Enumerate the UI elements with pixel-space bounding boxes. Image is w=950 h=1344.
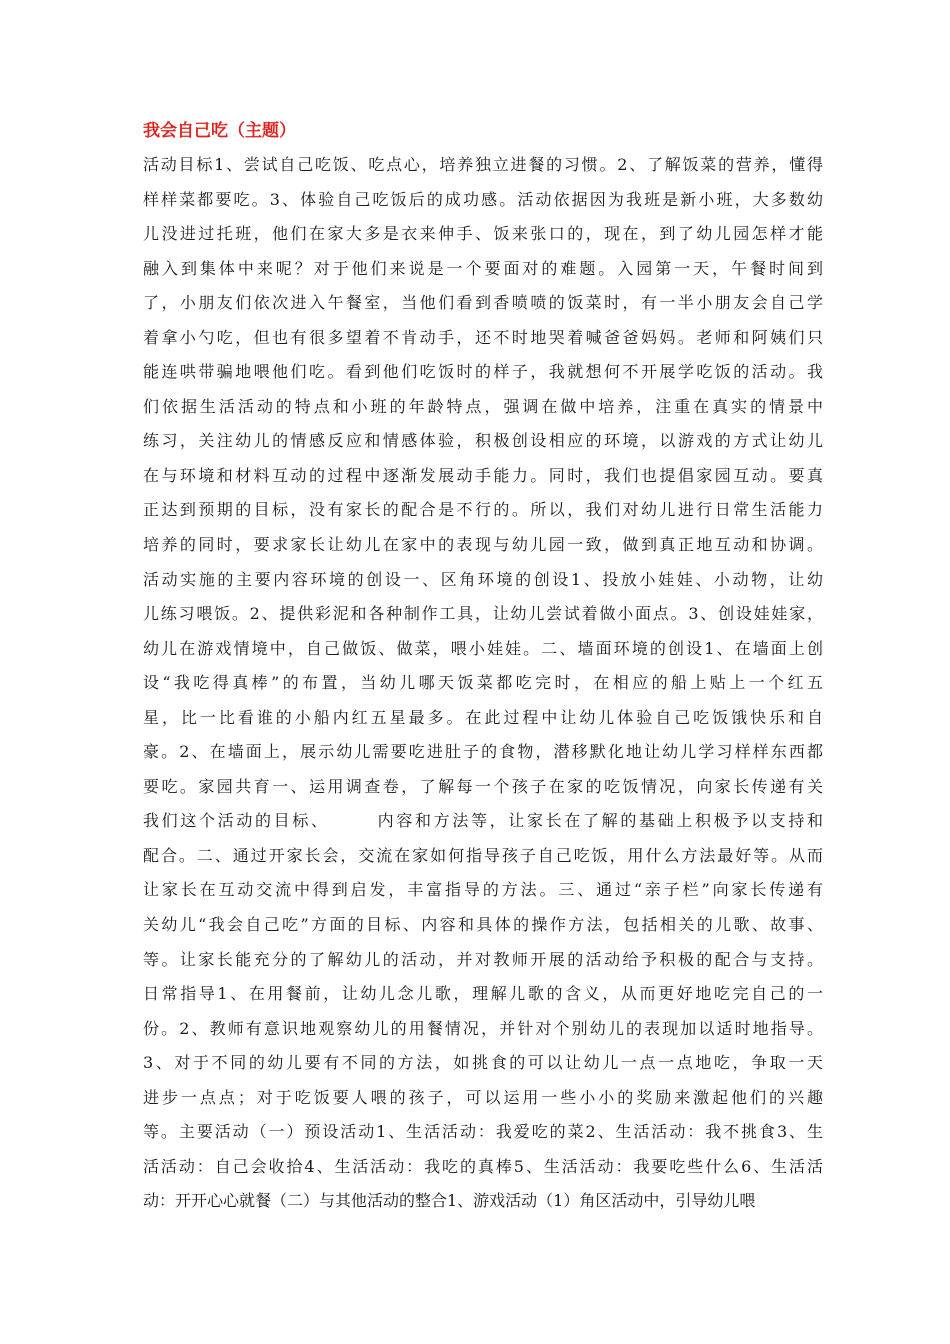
paragraph-line: 3、对于不同的幼儿要有不同的方法，如挑食的可以让幼儿一点一点地吃，争取一天 [143, 1053, 823, 1073]
paragraph-line: 让家长在互动交流中得到启发，丰富指导的方法。三、通过“亲子栏”向家长传递有 [143, 880, 823, 900]
paragraph-line: 在与环境和材料互动的过程中逐渐发展动手能力。同时，我们也提倡家园互动。要真 [143, 465, 823, 485]
paragraph-line: 融入到集体中来呢？对于他们来说是一个要面对的难题。入园第一天，午餐时间到 [143, 258, 823, 278]
paragraph-line: 培养的同时，要求家长让幼儿在家中的表现与幼儿园一致，做到真正地互动和协调。 [143, 535, 823, 555]
paragraph-line: 练习，关注幼儿的情感反应和情感体验，积极创设相应的环境，以游戏的方式让幼儿 [143, 431, 823, 451]
paragraph-line: 我们这个活动的目标、 内容和方法等，让家长在了解的基础上积极予以支持和 [143, 811, 823, 831]
paragraph-line: 活活动：自己会收拾4、生活活动：我吃的真棒5、生活活动：我要吃些什么6、生活活 [143, 1156, 823, 1176]
document-body [143, 148, 823, 1219]
paragraph-line: 活动实施的主要内容环境的创设一、区角环境的创设1、投放小娃娃、小动物，让幼 [143, 569, 823, 589]
document-title: 我会自己吃（主题） [143, 121, 296, 141]
paragraph-line: 要吃。家园共育一、运用调查卷，了解每一个孩子在家的吃饭情况，向家长传递有关 [143, 776, 823, 796]
paragraph-line: 儿练习喂饭。2、提供彩泥和各种制作工具，让幼儿尝试着做小面点。3、创设娃娃家， [143, 604, 823, 624]
paragraph-line: 正达到预期的目标，没有家长的配合是不行的。所以，我们对幼儿进行日常生活能力 [143, 500, 823, 520]
paragraph-line: 动：开开心心就餐（二）与其他活动的整合1、游戏活动（1）角区活动中，引导幼儿喂 [143, 1191, 756, 1211]
paragraph-line: 豪。2、在墙面上，展示幼儿需要吃进肚子的食物，潜移默化地让幼儿学习样样东西都 [143, 742, 823, 762]
paragraph-line: 活动目标1、尝试自己吃饭、吃点心，培养独立进餐的习惯。2、了解饭菜的营养，懂得 [143, 155, 823, 174]
paragraph-line: 等。主要活动（一）预设活动1、生活活动：我爱吃的菜2、生活活动：我不挑食3、生 [143, 1122, 823, 1142]
paragraph-line: 幼儿在游戏情境中，自己做饭、做菜，喂小娃娃。二、墙面环境的创设1、在墙面上创 [143, 638, 823, 658]
paragraph-line: 日常指导1、在用餐前，让幼儿念儿歌，理解儿歌的含义，从而更好地吃完自己的一 [143, 984, 823, 1004]
paragraph-line: 配合。二、通过开家长会，交流在家如何指导孩子自己吃饭，用什么方法最好等。从而 [143, 845, 823, 865]
paragraph-line: 着拿小勺吃，但也有很多望着不肯动手，还不时地哭着喊爸爸妈妈。老师和阿姨们只 [143, 327, 823, 347]
paragraph-line: 设“我吃得真棒”的布置，当幼儿哪天饭菜都吃完时，在相应的船上贴上一个红五 [143, 673, 823, 693]
paragraph-line: 样样菜都要吃。3、体验自己吃饭后的成功感。活动依据因为我班是新小班，大多数幼 [143, 189, 823, 209]
paragraph-line: 等。让家长能充分的了解幼儿的活动，并对教师开展的活动给予积极的配合与支持。 [143, 949, 823, 969]
paragraph-line: 们依据生活活动的特点和小班的年龄特点，强调在做中培养，注重在真实的情景中 [143, 396, 823, 416]
paragraph-line: 了，小朋友们依次进入午餐室，当他们看到香喷喷的饭菜时，有一半小朋友会自己学 [143, 293, 823, 313]
document-page [143, 118, 823, 1219]
paragraph-line: 关幼儿“我会自己吃”方面的目标、内容和具体的操作方法，包括相关的儿歌、故事、 [143, 915, 823, 935]
paragraph-line: 进步一点点；对于吃饭要人喂的孩子，可以运用一些小小的奖励来激起他们的兴趣 [143, 1087, 823, 1107]
paragraph-line: 份。2、教师有意识地观察幼儿的用餐情况，并针对个别幼儿的表现加以适时地指导。 [143, 1018, 823, 1038]
paragraph-line: 能连哄带骗地喂他们吃。看到他们吃饭时的样子，我就想何不开展学吃饭的活动。我 [143, 362, 823, 382]
paragraph-line: 星，比一比看谁的小船内红五星最多。在此过程中让幼儿体验自己吃饭饿快乐和自 [143, 707, 823, 727]
paragraph-line: 儿没进过托班，他们在家大多是衣来伸手、饭来张口的，现在，到了幼儿园怎样才能 [143, 224, 823, 244]
